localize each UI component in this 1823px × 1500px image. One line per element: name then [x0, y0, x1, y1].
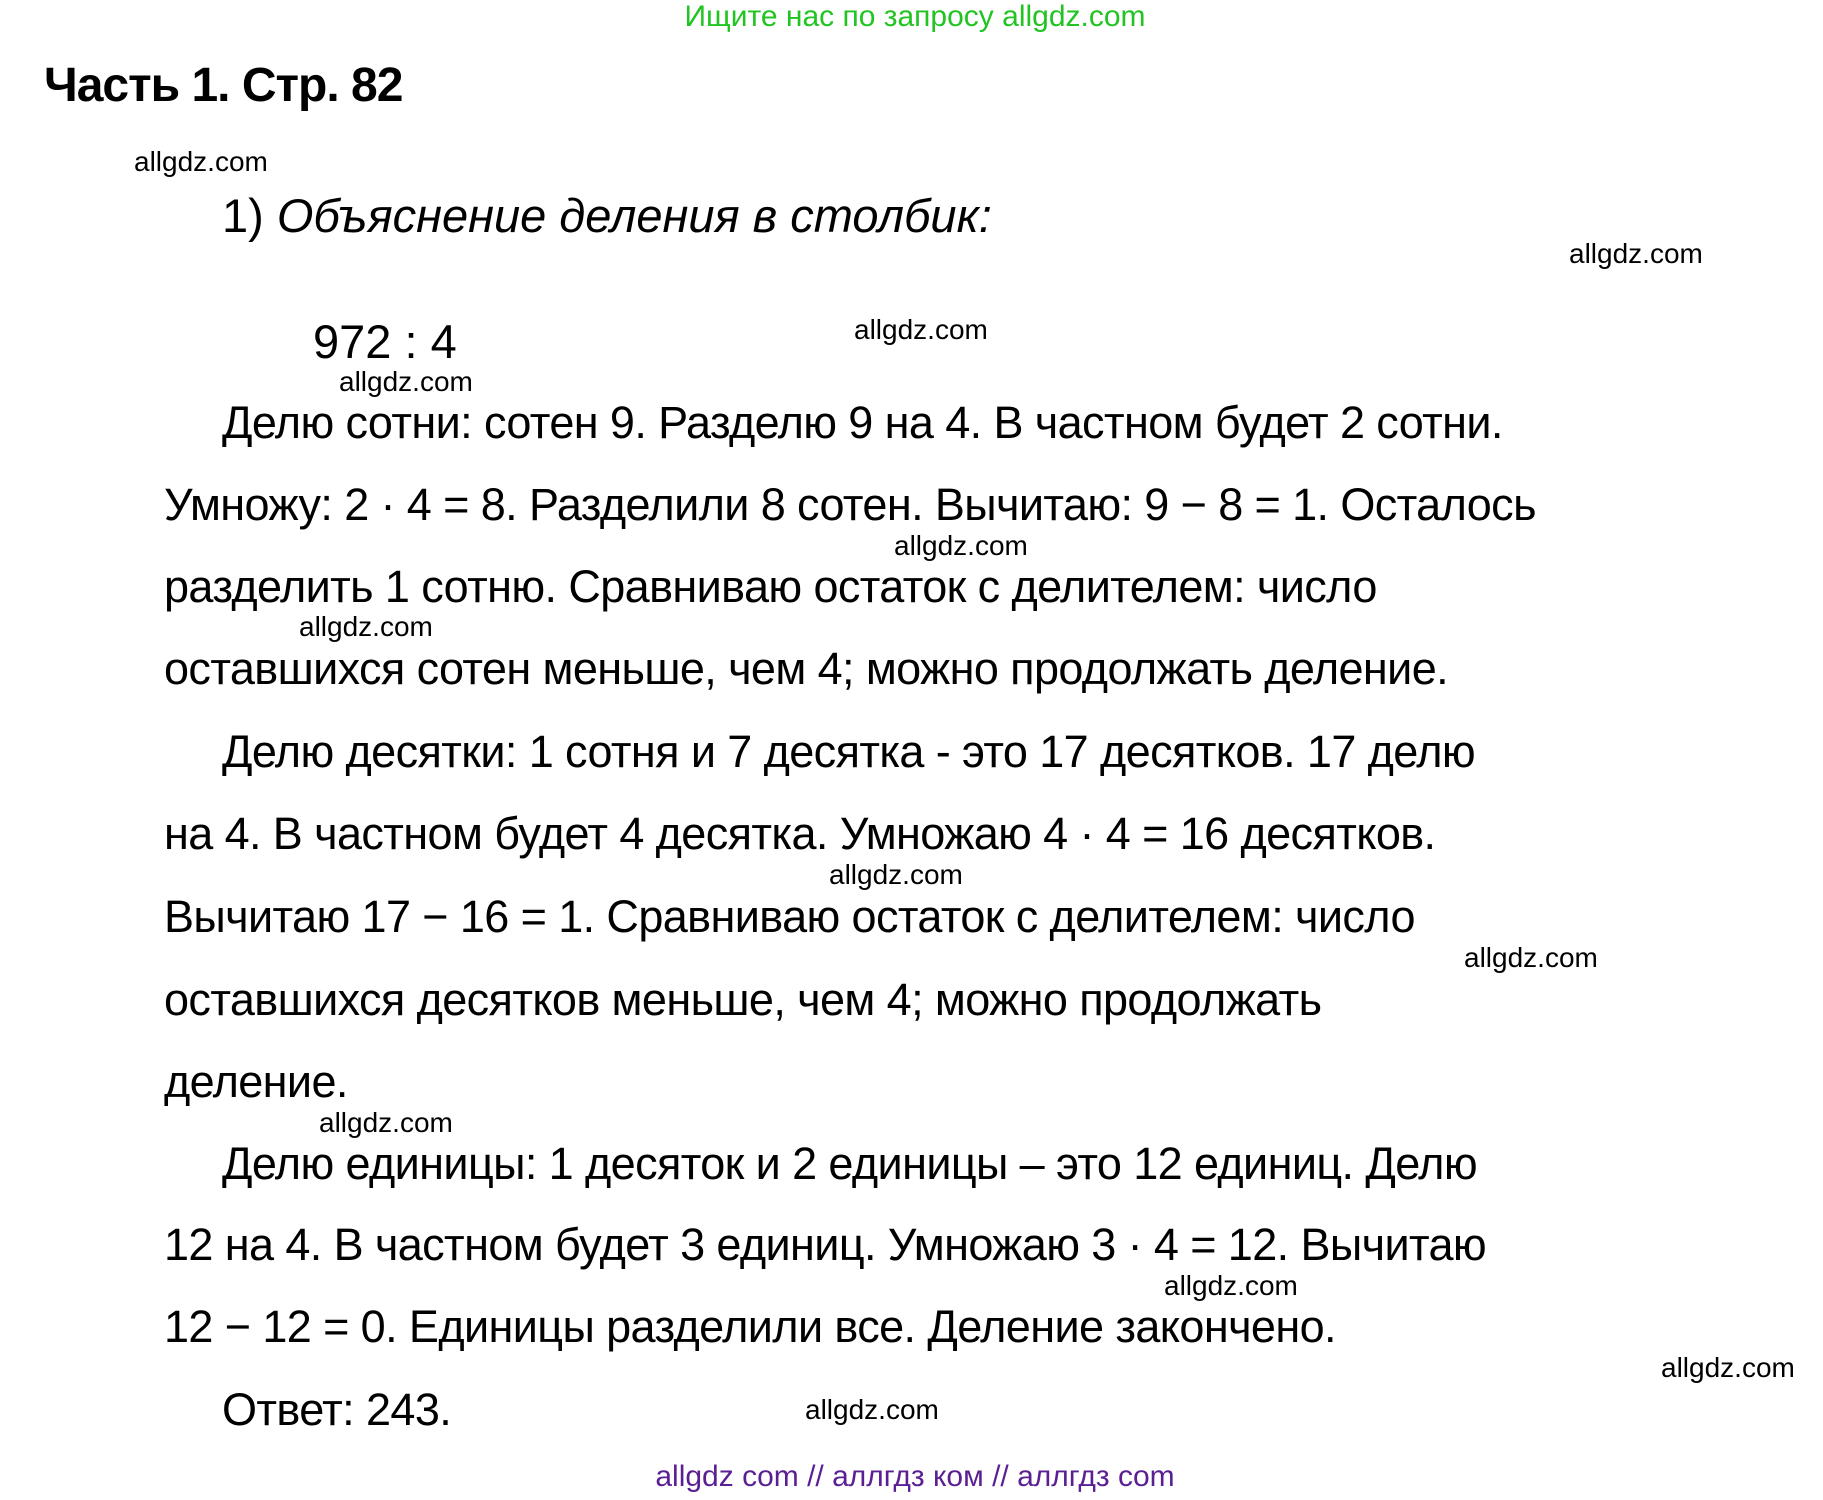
answer-line: Ответ: 243.: [222, 1384, 452, 1435]
text-line: оставшихся сотен меньше, чем 4; можно продолжать деление.: [164, 643, 1449, 694]
task-heading-text: Объяснение деления в столбик:: [276, 189, 992, 242]
watermark: allgdz.com: [829, 859, 963, 890]
text-line: 12 − 12 = 0. Единицы разделили все. Деление закончено.: [164, 1301, 1336, 1352]
watermark: allgdz.com: [319, 1107, 453, 1138]
page-title: Часть 1. Стр. 82: [44, 59, 403, 112]
watermark: allgdz.com: [134, 146, 268, 177]
text-line: на 4. В частном будет 4 десятка. Умножаю 4 · 4 = 16 десятков.: [164, 808, 1436, 859]
watermark: allgdz.com: [1569, 238, 1703, 269]
promo-banner: Ищите нас по запросу allgdz.com: [684, 0, 1146, 33]
watermark: allgdz.com: [339, 366, 473, 397]
division-expression: 972 : 4: [313, 315, 457, 368]
footer-watermark: allgdz com // аллгдз ком // аллгдз com: [655, 1460, 1175, 1493]
watermark: allgdz.com: [1661, 1352, 1795, 1383]
task-heading: [222, 189, 992, 242]
watermark: allgdz.com: [805, 1394, 939, 1425]
text-line: разделить 1 сотню. Сравниваю остаток с делителем: число: [164, 561, 1377, 612]
task-number: 1): [222, 189, 264, 242]
text-line: 12 на 4. В частном будет 3 единиц. Умножаю 3 · 4 = 12. Вычитаю: [164, 1219, 1487, 1270]
watermark: allgdz.com: [894, 530, 1028, 561]
text-line: Делю единицы: 1 десяток и 2 единицы – это 12 единиц. Делю: [222, 1138, 1477, 1189]
text-line: Делю десятки: 1 сотня и 7 десятка - это 17 десятков. 17 делю: [222, 726, 1476, 777]
watermark: allgdz.com: [854, 314, 988, 345]
text-line: Делю сотни: сотен 9. Разделю 9 на 4. В частном будет 2 сотни.: [222, 397, 1503, 448]
watermark: allgdz.com: [1164, 1270, 1298, 1301]
text-line: деление.: [164, 1056, 348, 1107]
watermark: allgdz.com: [299, 611, 433, 642]
text-line: оставшихся десятков меньше, чем 4; можно продолжать: [164, 974, 1322, 1025]
text-line: Умножу: 2 · 4 = 8. Разделили 8 сотен. Вычитаю: 9 − 8 = 1. Осталось: [164, 479, 1536, 530]
watermark: allgdz.com: [1464, 942, 1598, 973]
text-line: Вычитаю 17 − 16 = 1. Сравниваю остаток с делителем: число: [164, 891, 1415, 942]
